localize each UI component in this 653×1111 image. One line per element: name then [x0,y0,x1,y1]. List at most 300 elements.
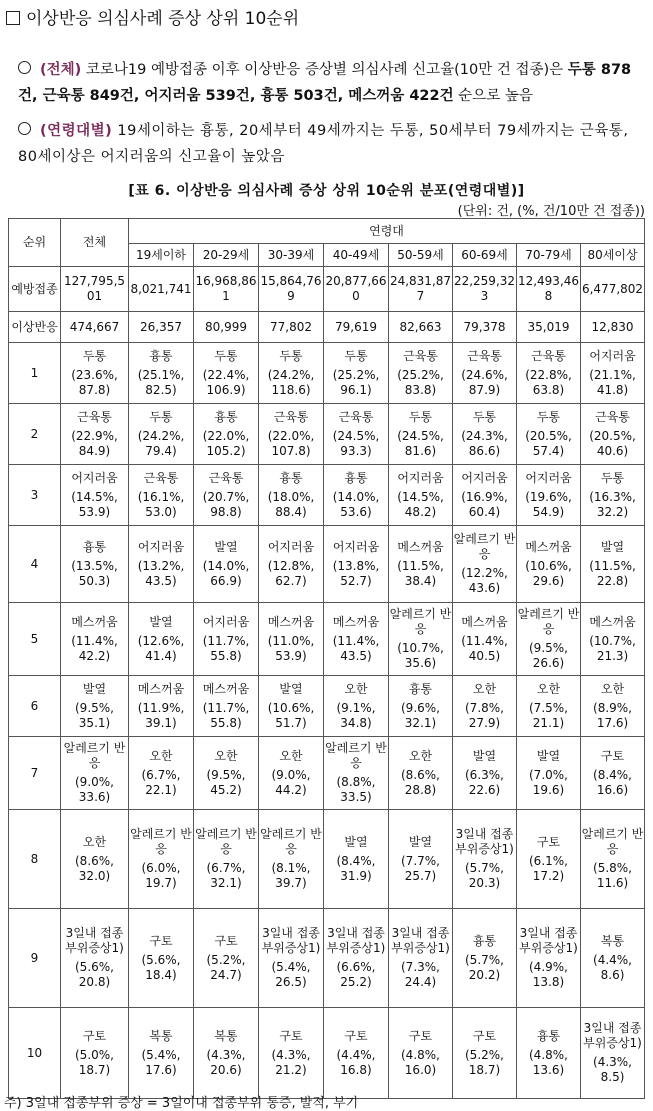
symptom-cell [389,404,453,465]
symptom-rate: 17.2) [532,868,565,883]
symptom-cell [324,737,389,810]
symptom-rate: 26.6) [532,656,565,670]
symptom-name: 근육통 [208,470,244,485]
symptom-rate: 16.0) [404,1062,437,1077]
symptom-cell [389,603,453,676]
symptom-name: 발열 [82,681,107,696]
adverse_row-value: 77,802 [259,312,324,343]
symptom-percent: (4.3%, [593,1055,632,1069]
symptom-name: 메스꺼움 [267,614,315,629]
symptom-percent: (18.0%, [267,489,315,504]
symptom-name: 메스꺼움 [397,539,444,554]
header-age: 30-39세 [259,244,324,267]
symptom-rate: 18.7) [468,1062,501,1077]
symptom-rate: 35.1) [78,715,111,730]
symptom-cell [129,737,194,810]
symptom-cell [194,526,259,603]
symptom-percent: (13.8%, [332,558,380,573]
section-heading-text: 이상반응 의심사례 증상 상위 10순위 [26,9,300,29]
table-row [9,465,645,526]
symptom-cell [517,603,581,676]
symptom-rate: 16.8) [340,1062,372,1077]
symptom-percent: (13.2%, [137,558,185,573]
symptom-name: 흉통 [536,1028,561,1043]
symptom-percent: (5.7%, [465,861,504,875]
summary-bullet-total [18,57,650,109]
symptom-cell [61,810,129,909]
symptom-name: 3일내 접종부위증상1) [455,827,514,856]
symptom-name: 두통 [472,409,497,424]
symptom-percent: (11.5%, [397,558,444,573]
symptom-percent: (10.7%, [397,641,444,655]
symptom-rate: 8.6) [600,967,625,982]
symptom-cell [259,465,324,526]
symptom-name: 알레르기 반응 [260,827,322,856]
symptom-name: 근육통 [273,409,309,424]
vaccination_row-value: 20,877,660 [324,267,389,312]
symptom-rate: 55.8) [210,648,242,663]
symptom-cell [389,909,453,1008]
symptom-percent: (16.1%, [137,489,185,504]
symptom-name: 발열 [344,834,368,849]
symptom-percent: (6.7%, [141,767,181,782]
symptom-name: 복통 [214,1028,238,1043]
symptom-name: 근육통 [467,348,502,363]
symptom-cell [517,810,581,909]
vaccination_row-label: 예방접종 [9,267,61,312]
table-row [9,1008,645,1099]
symptom-name: 구토 [214,933,238,948]
symptom-percent: (8.1%, [271,861,311,875]
symptom-rate: 52.7) [340,573,372,588]
symptom-percent: (24.2%, [137,428,185,443]
symptom-percent: (11.5%, [589,558,636,573]
symptom-name: 근육통 [531,348,566,363]
symptom-name: 발열 [149,614,173,629]
symptom-name: 어지러움 [525,470,572,485]
symptom-name: 오한 [344,681,368,696]
symptom-cell [194,1008,259,1099]
symptom-percent: (5.4%, [271,960,311,974]
symptom-rate: 96.1) [340,382,372,397]
adverse_row-value: 82,663 [389,312,453,343]
symptom-percent: (5.0%, [75,1047,114,1062]
symptom-percent: (24.6%, [461,367,508,382]
symptom-rate: 48.2) [404,504,437,519]
symptom-rate: 13.6) [532,1062,565,1077]
symptom-cell [453,737,517,810]
symptom-cell [259,810,324,909]
symptom-name: 어지러움 [267,539,315,554]
symptom-percent: (8.8%, [336,775,376,789]
symptom-rate: 33.5) [340,790,372,804]
symptom-name: 두통 [408,409,433,424]
symptom-percent: (9.5%, [75,700,114,715]
symptom-rate: 43.5) [145,573,177,588]
symptom-name: 흉통 [472,933,497,948]
symptom-rate: 40.5) [468,648,501,663]
symptom-rate: 39.7) [275,876,307,890]
symptom-cell [453,603,517,676]
circle-bullet-icon [18,61,31,74]
header-age: 70-79세 [517,244,581,267]
symptom-percent: (11.7%, [202,633,250,648]
symptom-cell [517,1008,581,1099]
symptom-percent: (7.3%, [401,960,440,974]
header-age-group: 연령대 [129,219,645,244]
rank-number: 1 [9,343,61,404]
symptom-percent: (11.4%, [332,633,380,648]
symptom-cell [194,343,259,404]
symptom-cell [194,603,259,676]
symptom-rate: 18.7) [78,1062,111,1077]
table-row [9,526,645,603]
symptom-percent: (5.2%, [465,1047,504,1062]
symptom-percent: (12.6%, [137,633,185,648]
symptom-cell [324,404,389,465]
symptom-name: 알레르기 반응 [130,827,192,856]
symptom-cell [194,909,259,1008]
header-rank: 순위 [9,219,61,267]
symptom-name: 복통 [600,933,625,948]
symptom-name: 구토 [472,1028,497,1043]
symptom-name: 발열 [472,748,497,763]
vaccination_row-value: 24,831,877 [389,267,453,312]
symptom-rate: 32.1) [404,715,437,730]
symptom-name: 구토 [82,1028,107,1043]
symptom-cell [389,343,453,404]
symptom-rate: 22.8) [596,573,629,588]
symptom-cell [61,404,129,465]
symptom-rate: 57.4) [532,443,565,458]
symptom-percent: (16.9%, [461,489,508,504]
symptom-rate: 43.6) [468,581,501,595]
symptom-percent: (4.8%, [529,1047,568,1062]
section-heading [6,4,299,29]
symptom-cell [129,1008,194,1099]
symptom-name: 복통 [149,1028,173,1043]
symptom-cell [259,1008,324,1099]
symptom-percent: (22.0%, [267,428,315,443]
symptom-cell [581,909,645,1008]
symptom-rate: 33.6) [78,790,111,804]
symptom-cell [517,737,581,810]
symptom-cell [389,810,453,909]
symptom-rate: 87.9) [468,382,501,397]
symptom-cell [517,909,581,1008]
symptom-rate: 20.8) [78,975,111,989]
table-row [9,737,645,810]
symptom-cell [581,343,645,404]
symptom-cell [453,404,517,465]
symptom-percent: (7.8%, [465,700,504,715]
symptom-cell [129,526,194,603]
symptom-name: 근육통 [143,470,179,485]
symptom-percent: (25.1%, [137,367,185,382]
symptom-name: 두통 [82,348,107,363]
symptom-rate: 25.7) [404,868,437,883]
symptom-name: 어지러움 [589,348,636,363]
symptom-cell [194,676,259,737]
symptom-rate: 53.6) [340,504,372,519]
adverse_row-value: 79,619 [324,312,389,343]
symptom-percent: (20.7%, [202,489,250,504]
symptom-name: 어지러움 [332,539,380,554]
rank-number: 10 [9,1008,61,1099]
symptom-rate: 107.8) [271,443,311,458]
symptom-percent: (24.5%, [332,428,380,443]
symptom-rate: 8.5) [600,1070,625,1084]
symptom-cell [61,676,129,737]
symptom-percent: (9.6%, [401,700,440,715]
symptom-percent: (4.3%, [271,1047,311,1062]
symptom-rate: 82.5) [145,382,177,397]
symptom-rate: 25.2) [340,975,372,989]
symptom-rate: 93.3) [340,443,372,458]
symptom-name: 근육통 [77,409,112,424]
symptom-cell [129,465,194,526]
bullet-tail-total: 순으로 높음 [453,88,533,104]
symptom-cell [259,603,324,676]
symptom-rate: 20.3) [468,876,501,890]
rank-number: 5 [9,603,61,676]
symptom-percent: (4.4%, [593,952,632,967]
symptom-percent: (9.5%, [206,767,246,782]
symptom-rate: 27.9) [468,715,501,730]
symptom-name: 오한 [82,834,107,849]
rank-number: 7 [9,737,61,810]
symptom-cell [453,526,517,603]
symptom-rate: 21.3) [596,648,629,663]
table-row [9,676,645,737]
adverse_row-value: 79,378 [453,312,517,343]
symptom-rate: 42.2) [78,648,111,663]
symptom-name: 어지러움 [202,614,250,629]
symptom-cell [324,465,389,526]
symptom-cell [324,1008,389,1099]
symptom-cell [61,526,129,603]
symptom-name: 알레르기 반응 [325,741,387,770]
symptom-percent: (22.4%, [202,367,250,382]
symptom-percent: (5.6%, [75,960,114,974]
symptom-percent: (8.4%, [593,767,632,782]
symptom-cell [453,909,517,1008]
symptom-percent: (5.2%, [206,952,246,967]
symptom-name: 흉통 [214,409,238,424]
symptom-percent: (7.7%, [401,853,440,868]
symptom-rate: 22.1) [145,782,177,797]
symptom-cell [259,676,324,737]
symptom-name: 두통 [600,470,625,485]
symptom-name: 메스꺼움 [71,614,118,629]
symptom-name: 구토 [279,1028,303,1043]
symptom-name: 3일내 접종부위증상1) [65,926,124,955]
symptom-rate: 24.4) [404,975,437,989]
adverse_row-value: 80,999 [194,312,259,343]
rank-number: 2 [9,404,61,465]
symptom-name: 오한 [472,681,497,696]
adverse_row-value: 35,019 [517,312,581,343]
symptom-cell [129,909,194,1008]
symptom-rate: 22.6) [468,782,501,797]
symptom-rate: 106.9) [206,382,246,397]
rank-number: 6 [9,676,61,737]
symptom-rate: 43.5) [340,648,372,663]
symptom-rate: 18.4) [145,967,177,982]
symptom-cell [389,465,453,526]
symptom-cell [324,603,389,676]
rank-number: 3 [9,465,61,526]
checkbox-square-icon [6,11,20,25]
symptom-percent: (6.3%, [465,767,504,782]
symptom-name: 메스꺼움 [461,614,508,629]
symptom-cell [324,343,389,404]
symptom-name: 3일내 접종부위증상1) [326,926,386,955]
symptom-rate: 29.6) [532,573,565,588]
circle-bullet-icon [18,122,31,135]
symptom-rate: 54.9) [532,504,565,519]
symptom-name: 두통 [279,348,303,363]
symptom-percent: (5.8%, [593,861,632,875]
symptom-cell [61,909,129,1008]
symptom-cell [581,603,645,676]
symptom-percent: (8.9%, [593,700,632,715]
symptom-percent: (22.8%, [525,367,572,382]
symptom-percent: (4.3%, [206,1047,246,1062]
symptom-rate: 17.6) [145,1062,177,1077]
symptom-name: 오한 [149,748,173,763]
symptom-percent: (11.4%, [71,633,118,648]
symptom-name: 메스꺼움 [137,681,185,696]
symptom-name: 알레르기 반응 [195,827,257,856]
symptom-cell [259,404,324,465]
symptom-percent: (11.4%, [461,633,508,648]
header-age: 19세이하 [129,244,194,267]
symptom-cell [517,404,581,465]
symptom-rate: 81.6) [404,443,437,458]
symptom-rate: 44.2) [275,782,307,797]
symptom-percent: (5.4%, [141,1047,181,1062]
symptom-name: 구토 [149,933,173,948]
symptom-cell [517,465,581,526]
vaccination_row-value: 16,968,861 [194,267,259,312]
table-row [9,404,645,465]
symptom-rate: 51.7) [275,715,307,730]
symptom-name: 3일내 접종부위증상1) [519,926,578,955]
rank-number: 9 [9,909,61,1008]
symptom-cell [453,465,517,526]
symptom-name: 어지러움 [461,470,508,485]
symptom-rate: 118.6) [271,382,311,397]
symptom-name: 두통 [536,409,561,424]
symptom-rate: 32.0) [78,868,111,883]
symptom-percent: (24.5%, [397,428,444,443]
symptom-name: 구토 [536,834,561,849]
adverse_row-value: 12,830 [581,312,645,343]
symptom-name: 어지러움 [137,539,185,554]
symptom-rate: 79.4) [145,443,177,458]
symptom-name: 흉통 [149,348,173,363]
vaccination_row-value: 8,021,741 [129,267,194,312]
symptom-rank-table [8,218,645,1099]
symptom-name: 두통 [149,409,173,424]
symptom-cell [581,737,645,810]
rank-number: 8 [9,810,61,909]
symptom-rate: 26.5) [275,975,307,989]
symptom-cell [581,404,645,465]
header-total: 전체 [61,219,129,267]
symptom-rate: 63.8) [532,382,565,397]
table-row [9,603,645,676]
symptom-cell [389,676,453,737]
adverse_row-label: 이상반응 [9,312,61,343]
symptom-cell [517,526,581,603]
symptom-rate: 53.0) [145,504,177,519]
symptom-percent: (24.3%, [461,428,508,443]
symptom-name: 어지러움 [397,470,444,485]
header-age: 20-29세 [194,244,259,267]
table-row [9,810,645,909]
symptom-name: 오한 [408,748,433,763]
bullet-lead-total: (전체) [40,62,82,78]
header-age: 60-69세 [453,244,517,267]
table-unit: (단위: 건, (%, 건/10만 건 접종)) [457,204,645,219]
symptom-name: 두통 [344,348,368,363]
symptom-rate: 32.1) [210,876,242,890]
symptom-rate: 53.9) [275,648,307,663]
symptom-name: 근육통 [338,409,374,424]
symptom-cell [61,465,129,526]
symptom-cell [453,810,517,909]
summary-bullet-age [18,118,650,170]
symptom-rate: 16.6) [596,782,629,797]
symptom-percent: (9.0%, [271,767,311,782]
vaccination_row-value: 22,259,323 [453,267,517,312]
header-age: 80세이상 [581,244,645,267]
symptom-percent: (5.7%, [465,952,504,967]
symptom-name: 흉통 [408,681,433,696]
symptom-rate: 28.8) [404,782,437,797]
symptom-percent: (7.5%, [529,700,568,715]
symptom-percent: (9.1%, [336,700,376,715]
symptom-rate: 55.8) [210,715,242,730]
symptom-cell [581,810,645,909]
symptom-rate: 66.9) [210,573,242,588]
symptom-name: 메스꺼움 [202,681,250,696]
symptom-rate: 60.4) [468,504,501,519]
symptom-name: 메스꺼움 [589,614,636,629]
symptom-percent: (9.5%, [529,641,568,655]
symptom-cell [389,526,453,603]
symptom-percent: (6.7%, [206,861,246,875]
symptom-cell [453,343,517,404]
symptom-cell [194,737,259,810]
symptom-rate: 32.2) [596,504,629,519]
symptom-percent: (25.2%, [332,367,380,382]
symptom-name: 근육통 [403,348,438,363]
symptom-percent: (6.1%, [529,853,568,868]
symptom-rate: 17.6) [596,715,629,730]
table-row [9,909,645,1008]
symptom-name: 구토 [344,1028,368,1043]
symptom-name: 3일내 접종부위증상1) [583,1021,642,1050]
symptom-cell [581,465,645,526]
symptom-cell [61,737,129,810]
symptom-percent: (5.6%, [141,952,181,967]
symptom-cell [581,1008,645,1099]
symptom-name: 발열 [536,748,561,763]
table-row [9,343,645,404]
